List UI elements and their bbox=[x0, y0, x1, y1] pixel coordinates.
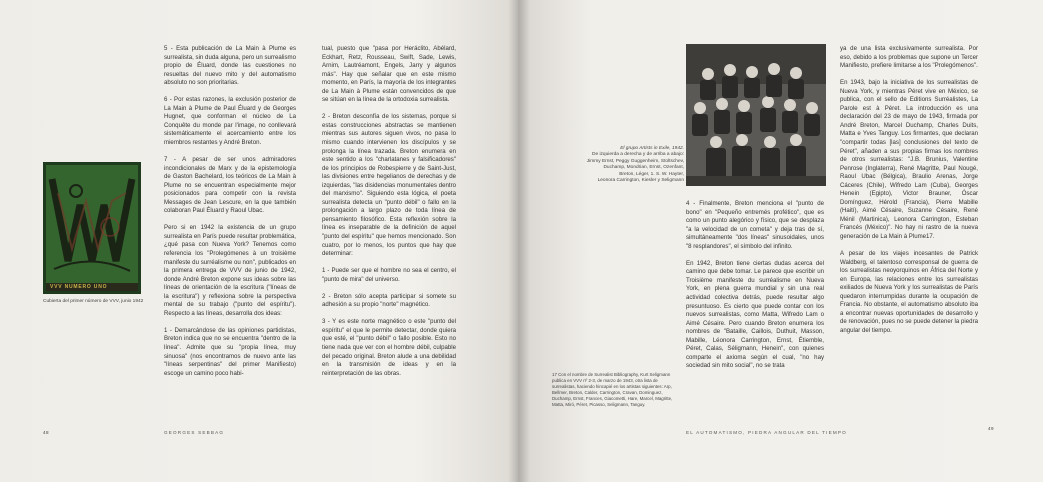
book-gutter bbox=[508, 0, 530, 482]
paragraph: 2 - Breton sólo acepta participar si somete su adhesión a su propio "norte" magnético. bbox=[322, 292, 456, 309]
cover-artwork bbox=[46, 165, 138, 283]
paragraph: A pesar de los viajes incesantes de Patrick Waldberg, el talentoso corresponsal de guerra de los surrealistas neoyorquinos en África del Norte y en Europa, las relaciones entre los surrealistas exiliados de Nueva York y los surrealistas de París quedaron interrumpidas durante la ocupación de Francia. No obstante, el automatismo absoluto iba a encontrar nuevas oportunidades de desarrollo y de renovación, pues no se puede detener la piedra angular del tiempo. bbox=[840, 250, 978, 334]
paragraph: Pero si en 1942 la existencia de un grupo surrealista en París puede resultar problemática, ¿qué pasa con Nueva York? Tenemos como referencia los "Prolegómenes à un troisième manifeste du surréalisme ou non", publicados en la primera entrega de VVV de junio de 1942, donde André Breton expone sus ideas sobre las líneas de orientación de la escritura ("líneas de la escritura") y reflexiona sobre la perspectiva mental de su trabajo ("punto del espíritu"). Respecto a las líneas, desarrolla dos ideas: bbox=[164, 224, 296, 317]
group-photo-artists-in-exile bbox=[686, 44, 826, 186]
paragraph: 7 - A pesar de ser unos admiradores incondicionales de Marx y de la epistemología de Gaston Bachelard, los teóricos de La Main à Plume no se encuentran especialmente mejor posicionados para competir con la revista Messages de Jean Lescure, en la que también colaboran Paul Éluard y Raoul Ubac. bbox=[164, 156, 296, 215]
left-column-2 bbox=[322, 45, 456, 387]
photo-caption-line: Jimmy Ernst, Peggy Guggenheim, Stoltschev, bbox=[586, 158, 684, 164]
photo-caption-line: Leonora Carrington, Kiesler y Seligmann bbox=[597, 178, 684, 184]
paragraph: En 1942, Breton tiene ciertas dudas acerca del camino que debe tomar. Le parece que escribir un Troisième manifeste du surréalisme en Nueva York, en plena guerra mundial y sin una real actividad colectiva detrás, puede resultar algo presuntuoso. Es cierto que puede contar con los nuevos surrealistas, como Matta, Wifredo Lam o Aimé Césaire. Pero cuando Breton enumera los nombres de "Bataille, Caillois, Duthuit, Masson, Mabille, Léonora Carrington, Ernst, Étiemble, Péret, Calas, Séligmann, Henein", con quienes comparte el axioma según el cual, "no hay sociedad sin mito social", no se trata bbox=[686, 259, 824, 370]
page-number-left: 48 bbox=[43, 430, 50, 435]
vvv-cover-image bbox=[43, 162, 141, 294]
paragraph: 3 - Y es este norte magnético o este "punto del espíritu" el que le permite detectar, donde quiera que esté, el "punto débil" o fallo posible. Esto no tiene nada que ver con el hombre débil, culpable del pecado original. Breton alude a una debilidad en la transmisión de ideas y en la reinterpretación de las obras. bbox=[322, 318, 456, 377]
photo-caption-line: Breton, Léger, 1. S. W. Hayter, bbox=[619, 171, 684, 177]
running-head-left: GEORGES SEBBAG bbox=[164, 430, 225, 435]
group-photo-graphic bbox=[686, 44, 826, 186]
paragraph: En 1943, bajo la iniciativa de los surrealistas de Nueva York, y mientras Péret vive en México, se publica, con el sello de Editions Surréalistes, La Parole est à Péret. La introducción es una declaración del 23 de mayo de 1943, firmada por André Breton, Marcel Duchamp, Charles Duits, Matta e Yves Tanguy. Los firmantes, que declaran "compartir todas [las] conclusiones del texto de Péret", añaden a sus propias firmas los nombres de otros surrealistas: "J.B. Brunius, Valentine Penrose (Inglaterra), René Magritte, Paul Nougé, Raoul Ubac (Bélgica), Braulio Arenas, Jorge Cáceres (Chile), Wifredo Lam (Cuba), Georges Henein (Egipto), Victor Brauner, Óscar Domínguez, Hérold (Francia), Pierre Mabille (Haití), Aimé Césaire, Suzanne Césaire, René Ménil (Martinica), Leonora Carrington, Esteban Francés (México)". No hay ni rastro de la nueva generación de La Main à Plume17. bbox=[840, 79, 978, 240]
paragraph: 1 - Demarcándose de las opiniones partidistas, Breton indica que no se encuentra "dentro de la línea". Admite que su "propia línea, muy sinuosa" (nos encontramos de nuevo ante las "líneas serpentinas" del primer Manifiesto) escoge un camino poco habi- bbox=[164, 326, 296, 377]
right-column-2 bbox=[840, 45, 978, 344]
paragraph: 2 - Breton desconfía de los sistemas, porque si estas construcciones abstractas se mantienen mientras sus autores siguen vivos, no pasa lo mismo cuando intervienen los discípulos y se prolonga la línea trazada. Breton enumera en este sentido a los "charlatanes y falsificadores" de los principios de Robespierre y de Saint-Just, las divisiones entre hegelianos de derechas y de izquierdas, "las disidencias monumentales dentro del marxismo". Siguiendo esta lógica, el poeta surrealista detecta un "punto débil" o fallo en la prolongación a largo plazo de toda línea de pensamiento filosófico. Esta reflexión sobre la línea es inseparable de la definición de aquel "punto del espíritu" que hemos mencionado. Son cuatro, por lo menos, los puntos que hay que determinar: bbox=[322, 113, 456, 258]
right-column-1 bbox=[686, 200, 824, 379]
page-number-right: 49 bbox=[988, 426, 995, 431]
photo-caption-line: De izquierda a derecha y de arriba a abajo: bbox=[592, 152, 684, 158]
left-column-1 bbox=[164, 45, 296, 387]
paragraph: 6 - Por estas razones, la exclusión posterior de La Main à Plume de Paul Éluard y de Georges Hugnet, que conforman el núcleo de La Conquête du monde par l'image, no conllevará sistemáticamente el acercamiento entre los miembros restantes y André Breton. bbox=[164, 96, 296, 146]
paragraph: 1 - Puede ser que el hombre no sea el centro, el "punto de mira" del universo. bbox=[322, 267, 456, 283]
paragraph: tual, puesto que "pasa por Heráclito, Abélard, Eckhart, Retz, Rousseau, Swift, Sade, Lewis, Arnim, Lautréamont, Engels, Jarry y algunos más". Hay que señalar que en este mismo momento, en París, la mayoría de los integrantes de La Main à Plume están convencidos de que se sitúan en la línea de la ortodoxia surrealista. bbox=[322, 45, 456, 104]
cover-caption: Cubierta del primer número de VVV, junio 1942 bbox=[43, 299, 144, 304]
paragraph: ya de una lista exclusivamente surrealista. Por eso, debido a los problemas que supone un Tercer Manifiesto, prefiere limitarse a los "Prolegómenos". bbox=[840, 45, 978, 70]
photo-caption bbox=[544, 146, 684, 184]
photo-caption-line: El grupo Artists in Exile, 1942. bbox=[620, 146, 684, 151]
left-page bbox=[0, 0, 518, 482]
cover-artwork-graphic bbox=[46, 165, 138, 283]
running-head-right: EL AUTOMATISMO, PIEDRA ANGULAR DEL TIEMPO bbox=[686, 430, 847, 435]
paragraph: 4 - Finalmente, Breton menciona el "punto de bono" en "Pequeño entremés profético", que es como un punto alegórico y físico, que se desplaza "a la velocidad de un cometa" y deja tras de sí, simultáneamente "dos líneas" sinusoidales, unos "8 resplandores", el símbolo del infinito. bbox=[686, 200, 824, 250]
cover-title-band: VVV NUMERO UNO bbox=[46, 283, 138, 291]
footnote-17: 17 Con el nombre de Surrealist Bibliography, Kurt Seligmann publica en VVV nº 2-3, de marzo de 1943, otra lista de surrealistas, haciendo hincapié en los artistas siguientes: Arp, Bellmer, Breton, Calder, Carrington, Cravan, Dominguez, Duchamp, Ernst, Frances, Giacometti, Hare, Marcel, Magritte, Matta, Miró, Péret, Picasso, Seligmann, Tanguy. bbox=[552, 372, 673, 407]
photo-caption-line: Duchamp, Mondrian, Ernst, Ozenfant, bbox=[603, 165, 684, 171]
paragraph: 5 - Esta publicación de La Main à Plume es surrealista, sin duda alguna, pero un surrealismo propio de Éluard, donde las cuestiones no resueltas del nuevo mito y del automatismo absoluto no son prioritarias. bbox=[164, 45, 296, 87]
